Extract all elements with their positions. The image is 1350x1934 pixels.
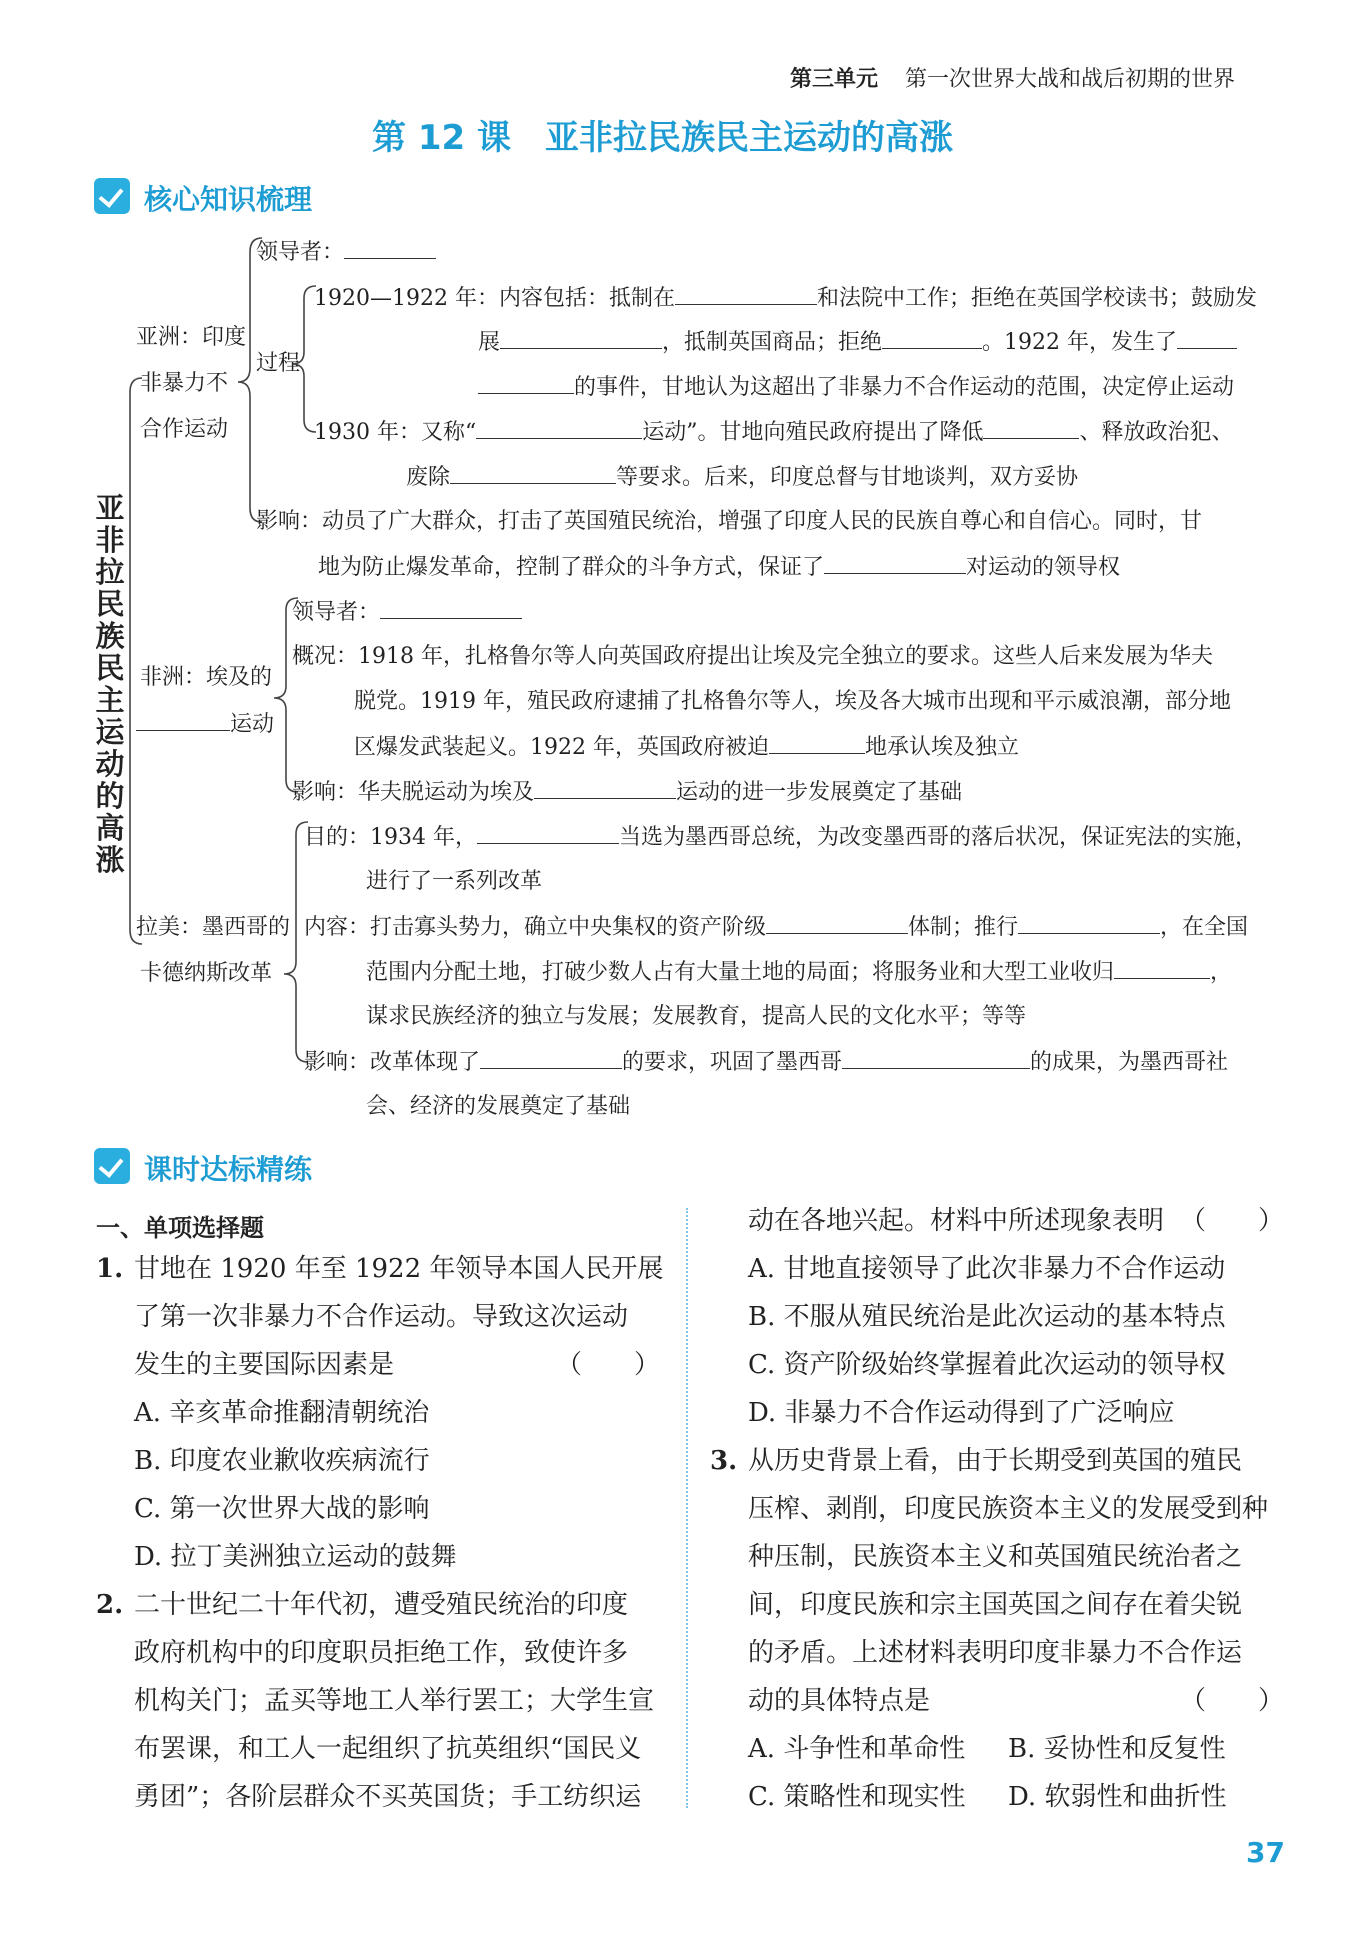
latam-content-2	[366, 958, 1232, 987]
text: 体制；推行	[908, 915, 1019, 940]
q3-line-1: 从历史背景上看，由于长期受到英国的殖民	[748, 1446, 1243, 1476]
q2-option-b[interactable]: B. 不服从殖民统治是此次运动的基本特点	[748, 1302, 1226, 1332]
q1-line-2: 了第一次非暴力不合作运动。导致这次运动	[134, 1302, 629, 1332]
text: ，在全国	[1160, 915, 1249, 940]
unit-title: 第一次世界大战和战后初期的世界	[905, 67, 1236, 92]
blank[interactable]	[675, 284, 817, 305]
q3-line-2: 压榨、剥削，印度民族资本主义的发展受到种	[748, 1494, 1269, 1524]
blank[interactable]	[824, 553, 966, 574]
page-number: 37	[1246, 1836, 1285, 1869]
text: 地承认埃及独立	[864, 735, 1019, 760]
q2-line-2: 政府机构中的印度职员拒绝工作，致使许多	[134, 1638, 629, 1668]
q3-line-6: 动的具体特点是	[748, 1686, 931, 1716]
blank[interactable]	[136, 710, 230, 731]
q3-number: 3.	[710, 1446, 738, 1476]
q3-option-a[interactable]: A. 斗争性和革命性	[748, 1734, 966, 1764]
q1-option-a[interactable]: A. 辛亥革命推翻清朝统治	[134, 1398, 430, 1428]
latam-goal-1	[304, 823, 1257, 852]
blank[interactable]	[480, 1048, 622, 1069]
text: 对运动的领导权	[966, 555, 1121, 580]
asia-influence-1: 影响：动员了广大群众，打击了英国殖民统治，增强了印度人民的民族自尊心和自信心。同时，甘	[256, 509, 1203, 534]
blank[interactable]	[476, 418, 642, 439]
q3-option-b[interactable]: B. 妥协性和反复性	[1008, 1734, 1226, 1764]
q1-option-b[interactable]: B. 印度农业歉收疾病流行	[134, 1446, 430, 1476]
blank[interactable]	[477, 823, 619, 844]
blank[interactable]	[534, 778, 676, 799]
blank[interactable]	[769, 733, 865, 754]
q1-answer-paren[interactable]: （ ）	[556, 1350, 661, 1380]
text: 等要求。后来，印度总督与甘地谈判，双方妥协	[616, 465, 1079, 490]
section-title-practice: 课时达标精练	[144, 1153, 313, 1186]
latam-content-1	[304, 913, 1248, 942]
text: 运动的进一步发展奠定了基础	[676, 780, 963, 805]
column-divider	[686, 1208, 688, 1808]
text: 当选为墨西哥总统，为改变墨西哥的落后状况，保证宪法的实施，	[618, 825, 1257, 850]
asia-p4	[314, 418, 1234, 447]
blank[interactable]	[983, 418, 1079, 439]
blank[interactable]	[1177, 328, 1237, 349]
africa-label-1: 非洲：埃及的	[140, 665, 273, 690]
q3-line-3: 种压制，民族资本主义和英国殖民统治者之	[748, 1542, 1243, 1572]
q1-option-d[interactable]: D. 拉丁美洲独立运动的鼓舞	[134, 1542, 457, 1572]
latam-content-3: 谋求民族经济的独立与发展；发展教育，提高人民的文化水平；等等	[366, 1004, 1027, 1029]
blank[interactable]	[500, 328, 662, 349]
asia-p2	[478, 328, 1237, 357]
q2-option-a[interactable]: A. 甘地直接领导了此次非暴力不合作运动	[748, 1254, 1226, 1284]
q3-answer-paren[interactable]: （ ）	[1180, 1686, 1285, 1716]
q1-line-3: 发生的主要国际因素是	[134, 1350, 395, 1380]
text: 范围内分配土地，打破少数人占有大量土地的局面；将服务业和大型工业收归	[366, 960, 1115, 985]
blank[interactable]	[1114, 958, 1210, 979]
text: 。1922 年，发生了	[982, 330, 1178, 355]
pencil-icon	[94, 1148, 130, 1184]
latam-goal-2: 进行了一系列改革	[366, 869, 543, 894]
text: 影响：华夫脱运动为埃及	[292, 780, 535, 805]
africa-overview-1: 概况：1918 年，扎格鲁尔等人向英国政府提出让埃及完全独立的要求。这些人后来发展为华夫	[292, 644, 1213, 669]
africa-label-2	[136, 710, 274, 739]
asia-leader-label: 领导者：	[256, 240, 345, 265]
text: 影响：改革体现了	[304, 1050, 481, 1075]
q2-line-5: 勇团”；各阶层群众不买英国货；手工纺织运	[134, 1782, 642, 1812]
latam-label-2: 卡德纳斯改革	[140, 961, 273, 986]
text: 展	[478, 330, 501, 355]
q1-number: 1.	[96, 1254, 124, 1284]
africa-influence	[292, 778, 962, 807]
latam-influence-2: 会、经济的发展奠定了基础	[366, 1094, 631, 1119]
africa-leader	[292, 598, 522, 627]
asia-process-label: 过程	[256, 351, 301, 376]
lesson-title: 第 12 课 亚非拉民族民主运动的高涨	[372, 118, 953, 158]
text: 领导者：	[292, 600, 381, 625]
text: ，	[1210, 960, 1233, 985]
q3-option-d[interactable]: D. 软弱性和曲折性	[1008, 1782, 1227, 1812]
text: 的事件，甘地认为这超出了非暴力不合作运动的范围，决定停止运动	[574, 375, 1235, 400]
asia-p5	[406, 463, 1078, 492]
text: 废除	[406, 465, 451, 490]
text: 1930 年：又称“	[314, 420, 477, 445]
text: 、释放政治犯、	[1079, 420, 1234, 445]
text: 的要求，巩固了墨西哥	[622, 1050, 843, 1075]
text: 和法院中工作；拒绝在英国学校读书；鼓励发	[816, 286, 1257, 311]
q2-line-6: 动在各地兴起。材料中所述现象表明	[748, 1206, 1165, 1236]
unit-label: 第三单元	[790, 67, 879, 92]
q2-option-d[interactable]: D. 非暴力不合作运动得到了广泛响应	[748, 1398, 1175, 1428]
blank[interactable]	[882, 328, 982, 349]
q1-line-1: 甘地在 1920 年至 1922 年领导本国人民开展	[134, 1254, 664, 1284]
asia-influence-2	[318, 553, 1120, 582]
asia-label-2: 非暴力不	[140, 371, 229, 396]
section-title-core: 核心知识梳理	[144, 183, 313, 216]
q3-option-c[interactable]: C. 策略性和现实性	[748, 1782, 966, 1812]
latam-influence-1	[304, 1048, 1228, 1077]
blank[interactable]	[380, 598, 522, 619]
q1-option-c[interactable]: C. 第一次世界大战的影响	[134, 1494, 430, 1524]
text: ，抵制英国商品；拒绝	[662, 330, 883, 355]
africa-overview-2: 脱党。1919 年，殖民政府逮捕了扎格鲁尔等人，埃及各大城市出现和平示威浪潮，部分地	[354, 689, 1231, 714]
q2-answer-paren[interactable]: （ ）	[1180, 1206, 1285, 1236]
q2-line-1: 二十世纪二十年代初，遭受殖民统治的印度	[134, 1590, 629, 1620]
text: 1920—1922 年：内容包括：抵制在	[314, 286, 675, 311]
text: 地为防止爆发革命，控制了群众的斗争方式，保证了	[318, 555, 825, 580]
africa-overview-3	[354, 733, 1019, 762]
blank[interactable]	[842, 1048, 1030, 1069]
q2-option-c[interactable]: C. 资产阶级始终掌握着此次运动的领导权	[748, 1350, 1226, 1380]
q2-number: 2.	[96, 1590, 124, 1620]
blank[interactable]	[450, 463, 616, 484]
text: 的成果，为墨西哥社	[1030, 1050, 1229, 1075]
text: 内容：打击寡头势力，确立中央集权的资产阶级	[304, 915, 767, 940]
asia-leader	[256, 238, 436, 267]
asia-p1	[314, 284, 1257, 313]
blank[interactable]	[344, 238, 436, 259]
blank[interactable]	[1018, 913, 1160, 934]
latam-label-1: 拉美：墨西哥的	[136, 915, 291, 940]
text: 运动”。甘地向殖民政府提出了降低	[642, 420, 984, 445]
q2-line-4: 布罢课，和工人一起组织了抗英组织“国民义	[134, 1734, 642, 1764]
text: 区爆发武装起义。1922 年，英国政府被迫	[354, 735, 769, 760]
q3-line-5: 的矛盾。上述材料表明印度非暴力不合作运	[748, 1638, 1243, 1668]
blank[interactable]	[766, 913, 908, 934]
text: 目的：1934 年，	[304, 825, 477, 850]
asia-label-1: 亚洲：印度	[136, 325, 247, 350]
exercise-heading: 一、单项选择题	[96, 1214, 264, 1242]
q2-line-3: 机构关门；孟买等地工人举行罢工；大学生宣	[134, 1686, 655, 1716]
text: 运动	[230, 712, 275, 737]
q3-line-4: 间，印度民族和宗主国英国之间存在着尖锐	[748, 1590, 1243, 1620]
checklist-icon	[94, 178, 130, 214]
asia-p3	[478, 373, 1234, 402]
blank[interactable]	[478, 373, 574, 394]
asia-label-3: 合作运动	[140, 417, 229, 442]
concept-map-root: 亚非拉民族民主运动的高涨	[95, 491, 125, 877]
